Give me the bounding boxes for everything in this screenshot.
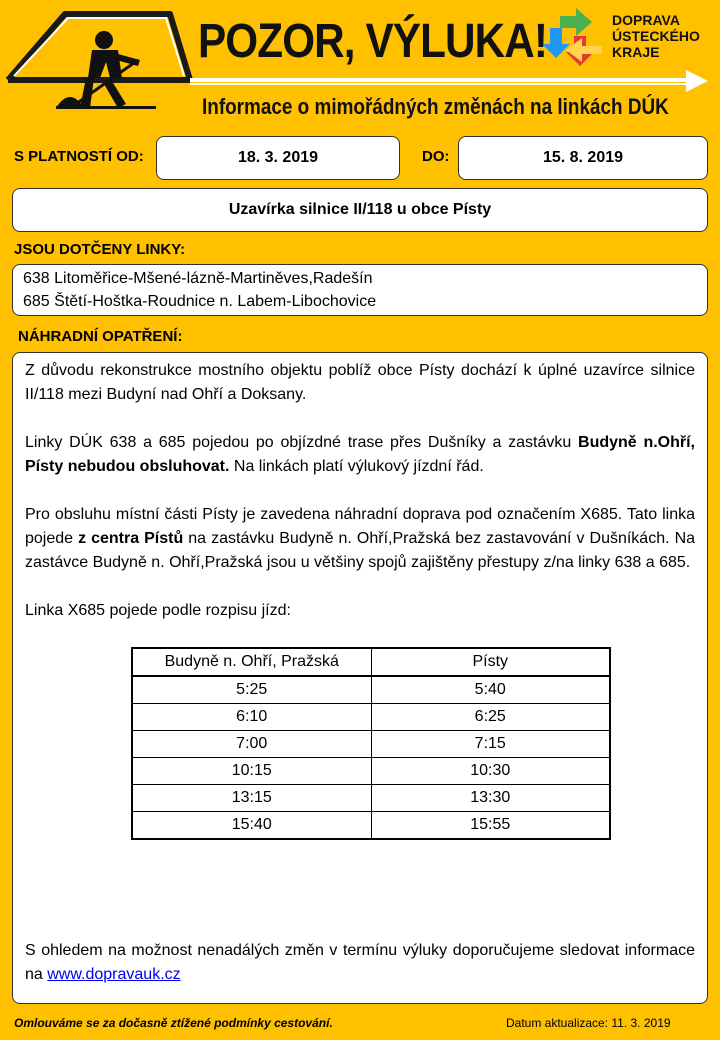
validity-to-value: 15. 8. 2019 — [458, 136, 708, 180]
table-cell: 5:40 — [371, 676, 610, 704]
measures-p3-end: na zastávku Budyně n. Ohří,Pražská bez zastavování v Dušníkách. Na zastávce Budyně n. Ohří,Pražská jsou u většiny spojů zajištěny přestupy z/na linky 638 a 685. — [25, 530, 696, 571]
table-cell: 7:15 — [371, 731, 610, 758]
measures-paragraph-3 — [25, 503, 695, 575]
measures-paragraph-1: Z důvodu rekonstrukce mostního objektu poblíž obce Písty dochází k úplné uzavírce silnice II/118 mezi Budyní nad Ohří a Doksany. — [25, 362, 695, 403]
validity-to-label: DO: — [422, 148, 450, 165]
closure-title-box — [12, 188, 708, 232]
footer-updated: Datum aktualizace: 11. 3. 2019 — [506, 1016, 671, 1030]
table-row — [132, 785, 610, 812]
table-cell: 6:25 — [371, 704, 610, 731]
lines-box — [12, 264, 708, 316]
table-row — [132, 812, 610, 840]
logo-line-2: ÚSTECKÉHO — [612, 28, 700, 44]
table-cell: 10:15 — [132, 758, 371, 785]
measures-label: NÁHRADNÍ OPATŘENÍ: — [18, 328, 183, 345]
measures-paragraph-4: Linka X685 pojede podle rozpisu jízd: — [25, 602, 291, 619]
table-cell: 10:30 — [371, 758, 610, 785]
lines-label: JSOU DOTČENY LINKY: — [14, 241, 186, 258]
closure-title: Uzavírka silnice II/118 u obce Písty — [228, 201, 492, 218]
validity-from-value: 18. 3. 2019 — [156, 136, 400, 180]
measures-paragraph-2 — [25, 431, 695, 479]
measures-p3-bold: z centra Pístů — [78, 530, 184, 547]
duk-logo-icon — [542, 8, 602, 66]
measures-paragraph-5 — [25, 939, 695, 987]
road-worker-icon — [56, 31, 156, 109]
schedule-table — [131, 647, 611, 840]
measures-p2-bold: Budyně n.Ohří, Písty nebudou obsluhovat. — [25, 434, 695, 475]
table-cell: 15:40 — [132, 812, 371, 840]
schedule-header-budyne: Budyně n. Ohří, Pražská — [132, 648, 371, 676]
table-cell: 7:00 — [132, 731, 371, 758]
measures-p2-end: Na linkách platí výlukový jízdní řád. — [229, 458, 484, 475]
table-cell: 15:55 — [371, 812, 610, 840]
measures-p3-start: Pro obsluhu místní části Písty je zavedena náhradní doprava pod označením X685. Tato linka pojede — [25, 506, 695, 547]
table-cell: 13:30 — [371, 785, 610, 812]
measures-p5-text: S ohledem na možnost nenadálých změn v termínu výluky doporučujeme sledovat informace na — [25, 942, 695, 983]
validity-from-label: S PLATNOSTÍ OD: — [14, 148, 144, 165]
line-item-638: 638 Litoměřice-Mšené-lázně-Martiněves,Radešín — [23, 270, 373, 287]
logo-text — [612, 12, 700, 60]
table-row — [132, 758, 610, 785]
table-cell: 6:10 — [132, 704, 371, 731]
measures-p2-start: Linky DÚK 638 a 685 pojedou po objízdné trase přes Dušníky a zastávku — [25, 434, 579, 451]
header-title: POZOR, VÝLUKA! — [198, 15, 548, 68]
logo-line-1: DOPRAVA — [612, 12, 680, 28]
schedule-header-pisty: Písty — [371, 648, 610, 676]
measures-box — [12, 352, 708, 1004]
dopravauk-link[interactable]: www.dopravauk.cz — [47, 966, 181, 983]
table-row — [132, 731, 610, 758]
footer-apology: Omlouváme se za dočasně ztížené podmínky cestování. — [14, 1016, 333, 1030]
line-item-685: 685 Štětí-Hoštka-Roudnice n. Labem-Libochovice — [23, 293, 377, 310]
header-subtitle: Informace o mimořádných změnách na linkách DÚK — [202, 94, 669, 119]
schedule-header-row — [132, 648, 610, 676]
table-cell: 5:25 — [132, 676, 371, 704]
table-cell: 13:15 — [132, 785, 371, 812]
table-row — [132, 704, 610, 731]
table-row — [132, 676, 610, 704]
logo-line-3: KRAJE — [612, 44, 660, 60]
